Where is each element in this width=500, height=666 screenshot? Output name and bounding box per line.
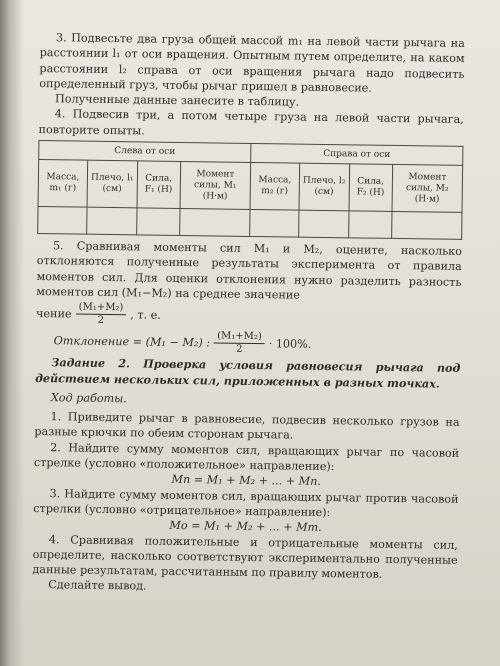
table-row xyxy=(38,207,462,240)
average-formula xyxy=(36,301,461,332)
workflow-title: Ход работы. xyxy=(50,391,127,406)
step-4: 4. Сравнивая положительные и отрицательные моменты сил, определите, насколько соответствуют экспериментально полученные данные результатам, рассчитанным по правилу моментов. xyxy=(32,532,458,581)
fraction-denominator: 2 xyxy=(97,315,105,327)
task-2-title: Задание 2. Проверка условия равновесия рычага под действием нескольких сил, приложенных в разных точках. xyxy=(35,355,461,391)
fraction-numerator: (M₁+M₂) xyxy=(214,331,265,345)
negative-moment-formula: Mо = M₁ + M₂ + ... + Mm. xyxy=(169,519,322,535)
table-cell xyxy=(299,210,349,238)
fraction-denominator: 2 xyxy=(236,344,243,356)
table-cell xyxy=(250,210,299,238)
page-content xyxy=(32,30,465,599)
table-header-cell: Сила, F₂ (Н) xyxy=(349,164,393,212)
table-cell xyxy=(348,211,392,239)
paragraph-step-3: 3. Подвесьте два груза общей массой m₁ на левой части рычага на расстоянии l₁ от оси вращения. Опытным путем определите, на каком расстоянии l₂ справа от оси вращения рычага надо подвесить определенный груз, чтобы рычаг пришел в равновесие. xyxy=(39,31,465,95)
table-group-right: Справа от оси xyxy=(251,144,463,166)
formula-suffix: , т. е. xyxy=(130,308,161,322)
step-1: 1. Приведите рычаг в равновесие, подвесив несколько грузов на разные крючки по обеим сторонам рычага. xyxy=(34,410,460,443)
table-header-cell: Масса, m₁ (г) xyxy=(38,160,88,208)
step-3: 3. Найдите сумму моментов сил, вращающих рычаг против часовой стрелки (условно «отрицательное» направление): xyxy=(33,486,459,520)
table-cell xyxy=(87,207,137,235)
table-cell xyxy=(136,208,180,236)
paragraph-step-5: 5. Сравнивая моменты сил M₁ и M₂, оцените, насколько отклоняются полученные результаты эксперимента от правила моментов сил. Для оценки отклонения нужно разделить разность моментов сил (M₁−M₂) на среднее значение xyxy=(36,239,463,302)
table-cell xyxy=(391,212,462,240)
table-header-cell: Сила, F₁ (Н) xyxy=(137,161,181,209)
table-header-cell: Масса, m₂ (г) xyxy=(250,163,300,211)
deviation-rhs: · 100%. xyxy=(268,337,312,351)
paragraph-step-4: 4. Подвесив три, а потом четыре груза на левой части рычага, повторите опыты. xyxy=(38,107,464,138)
positive-moment-formula: Mп = M₁ + M₂ + ... + Mn. xyxy=(171,473,321,489)
table-header-cell: Момент силы, M₁ (Н·м) xyxy=(180,162,251,210)
fraction-numerator: (M₁+M₂) xyxy=(76,302,127,316)
results-table xyxy=(37,140,463,240)
table-header-cell: Плечо, l₁ (см) xyxy=(87,160,137,208)
table-group-left: Слева от оси xyxy=(39,141,251,163)
average-fraction xyxy=(75,302,126,328)
conclusion-instruction: Сделайте вывод. xyxy=(48,578,147,593)
step-2: 2. Найдите сумму моментов сил, вращающих рычаг по часовой стрелке (условно «положительное» направление): xyxy=(33,440,460,474)
deviation-formula xyxy=(35,328,460,359)
table-cell xyxy=(38,207,87,235)
deviation-fraction xyxy=(214,331,265,357)
table-header-cell: Плечо, l₂ (см) xyxy=(299,163,349,211)
paragraph-table-note: Полученные данные занесите в таблицу. xyxy=(54,92,300,109)
table-header-cell: Момент силы, M₂ (Н·м) xyxy=(392,165,463,213)
deviation-lhs: Отклонение = (M₁ − M₂) : xyxy=(53,334,211,350)
formula-prefix: чение xyxy=(35,307,72,321)
page-binding-shadow xyxy=(0,0,24,666)
table-cell xyxy=(180,209,250,237)
